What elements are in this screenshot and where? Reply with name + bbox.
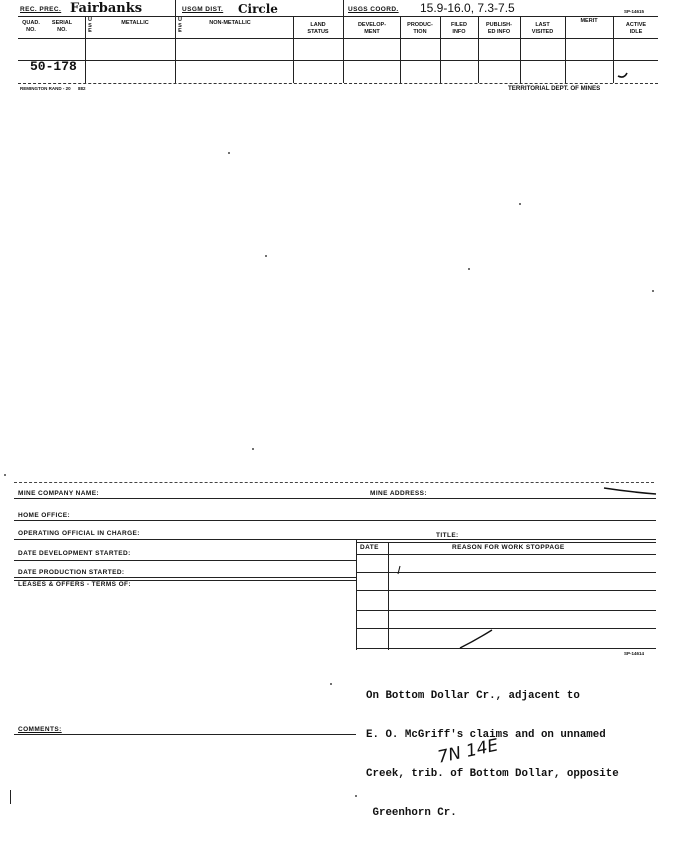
leases-label: LEASES & OFFERS - TERMS OF: [18,581,131,588]
speck [252,448,254,450]
quad-serial-value: 50-178 [30,59,77,74]
speck [330,683,332,685]
use-metallic-header: U S E [88,17,92,34]
use-nonmetallic-header: U S E [178,17,182,34]
speck [265,255,267,257]
quad-no-header: QUAD. NO. [22,20,40,33]
top-form-number: SP-14615 [624,9,645,14]
department-label: TERRITORIAL DEPT. OF MINES [508,85,601,92]
pen-marks [394,560,504,656]
comments-label: COMMENTS: [18,726,62,733]
development-header: DEVELOP- MENT [357,22,387,35]
active-idle-header: ACTIVE IDLE [625,22,647,35]
mine-company-name-label: MINE COMPANY NAME: [18,490,99,497]
speck [468,268,470,270]
filed-info-header: FILED INFO [451,22,467,35]
serial-no-header: SERIAL NO. [51,20,73,33]
metallic-header: METALLIC [121,20,149,26]
date-development-label: DATE DEVELOPMENT STARTED: [18,550,131,557]
handwritten-township: 7N 14E [435,735,501,768]
last-visited-header: LAST VISITED [531,22,554,35]
mine-address-label: MINE ADDRESS: [370,490,427,497]
rec-prec-label: REC. PREC. [20,6,62,13]
note-line: Creek, trib. of Bottom Dollar, opposite [366,768,619,780]
speck [4,474,6,476]
published-info-header: PUBLISH- ED INFO [486,22,512,35]
printer-code: 882 [78,86,86,91]
usgs-coord-label: USGS COORD. [348,6,399,13]
printer-label: REMINGTON RAND - 20 [20,86,71,91]
non-metallic-header: NON-METALLIC [209,20,251,26]
operating-official-label: OPERATING OFFICIAL IN CHARGE: [18,530,140,537]
speck [652,290,654,292]
date-production-label: DATE PRODUCTION STARTED: [18,569,125,576]
note-line: E. O. McGriff's claims and on unnamed [366,729,606,741]
rec-prec-value: Fairbanks [70,1,143,16]
pen-stroke [600,484,660,498]
title-label: TITLE: [436,532,459,539]
speck [519,203,521,205]
land-status-header: LAND STATUS [307,22,329,35]
usgs-coord-value: 15.9-16.0, 7.3-7.5 [420,1,515,15]
note-line: Greenhorn Cr. [366,807,457,819]
production-header: PRODUC- TION [407,22,433,35]
speck [355,795,357,797]
date-column-header: DATE [360,544,379,551]
reason-column-header: REASON FOR WORK STOPPAGE [452,544,565,551]
speck [228,152,230,154]
merit-header: MERIT [580,18,598,24]
note-line: On Bottom Dollar Cr., adjacent to [366,690,580,702]
bottom-form-number: SP-14614 [624,651,645,656]
usgm-dist-value: Circle [238,2,278,16]
home-office-label: HOME OFFICE: [18,512,71,519]
usgm-dist-label: USGM DIST. [182,6,224,13]
checkmark-mark [616,64,630,80]
